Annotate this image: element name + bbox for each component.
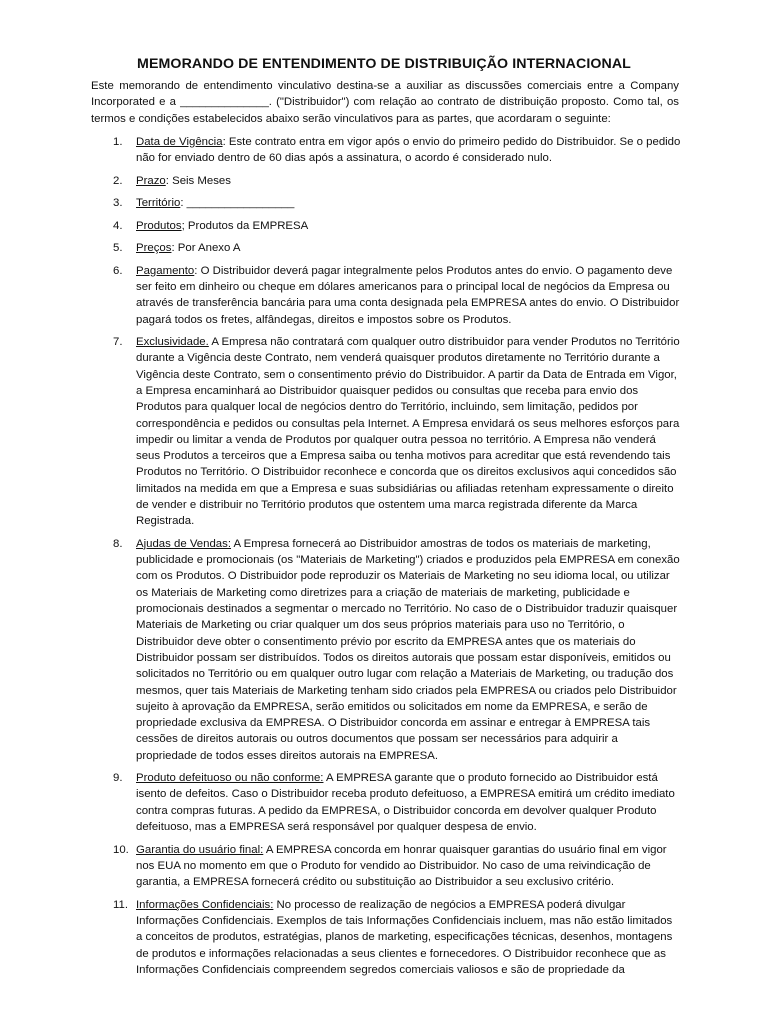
item-heading: Data de Vigência bbox=[136, 136, 223, 148]
item-number: 11. bbox=[113, 898, 128, 911]
item-heading: Ajudas de Vendas: bbox=[136, 537, 231, 550]
item-number: 5. bbox=[113, 242, 123, 255]
page-title: MEMORANDO DE ENTENDIMENTO DE DISTRIBUIÇÃO INTERNACIONAL bbox=[137, 56, 631, 72]
item-body bbox=[136, 173, 681, 189]
item-text: : Este contrato entra em vigor após o envio do primeiro pedido do Distribuidor. Se o pedido não for enviado dentro de 60 dias após a assinatura, o acordo é considerado nulo. bbox=[136, 136, 681, 165]
item-text: : Por Anexo A bbox=[171, 242, 241, 255]
item-body bbox=[136, 195, 681, 211]
item-body bbox=[136, 240, 681, 256]
item-number: 3. bbox=[113, 197, 123, 210]
item-number: 6. bbox=[113, 264, 123, 277]
item-text: A EMPRESA concorda em honrar quaisquer garantias do usuário final em vigor nos EUA no momento em que o Produto for vendido ao Distribuidor. No caso de uma reivindicação de garantia, a EMPRESA fornecerá crédito ou substituição ao Distribuidor a seu exclusivo critério. bbox=[136, 843, 667, 889]
clause-list bbox=[91, 134, 681, 984]
item-body bbox=[136, 263, 681, 328]
item-heading: Produtos bbox=[136, 219, 182, 232]
list-item bbox=[91, 195, 681, 211]
item-body bbox=[136, 842, 681, 891]
item-text: A Empresa fornecerá ao Distribuidor amostras de todos os materiais de marketing, publicidade e promocionais (os "Materiais de Marketing") criados e produzidos pela EMPRESA em conexão com os Produtos. O Distribuidor pode reproduzir os Materiais de Marketing no seu idioma local, ou utilizar os Materiais de Marketing como diretrizes para a criação de materiais de marketing, publicidade e promocionais destinados a segmentar o mercado no Território. No caso de o Distribuidor traduzir quaisquer Materiais de Marketing ou criar qualquer um dos seus próprios materiais para uso no Território, o Distribuidor deve obter o consentimento prévio por escrito da EMPRESA antes que os materiais do Distribuidor possam ser distribuídos. Todos os direitos autorais que possam estar disponíveis, emitidos ou solicitados no Território ou em qualquer outro lugar com relação a Materiais de Marketing, ou tradução dos mesmos, quer tais Materiais de Marketing tenham sido criados pela EMPRESA ou criados pelo Distribuidor sujeito à aprovação da EMPRESA, serão emitidos ou solicitados em nome da EMPRESA, e serão de propriedade exclusiva da EMPRESA. O Distribuidor concorda em assinar e entregar à EMPRESA tais cessões de direitos autorais ou outros documentos que possam ser necessários para adquirir a propriedade de todos esses direitos autorais na EMPRESA. bbox=[136, 537, 680, 762]
item-number: 7. bbox=[113, 336, 123, 349]
item-heading: Pagamento bbox=[136, 264, 195, 277]
list-item bbox=[91, 897, 681, 978]
list-item bbox=[91, 334, 681, 530]
item-heading: Garantia do usuário final: bbox=[136, 843, 264, 856]
list-item bbox=[91, 263, 681, 328]
item-number: 9. bbox=[113, 772, 123, 785]
item-body bbox=[136, 334, 681, 530]
item-number: 1. bbox=[113, 136, 123, 148]
item-number: 8. bbox=[113, 537, 123, 550]
item-text: No processo de realização de negócios a EMPRESA poderá divulgar Informações Confidenciais. Exemplos de tais Informações Confidenciais incluem, mas não estão limitados a conceitos de produtos, estratégias, planos de marketing, especificações técnicas, desenhos, montagens de produtos e informações relacionadas a seus clientes e fornecedores. O Distribuidor reconhece que as Informações Confidenciais compreendem segredos comerciais valiosos e são de propriedade da bbox=[136, 898, 673, 976]
item-text: : _________________ bbox=[180, 197, 295, 210]
item-heading: Prazo bbox=[136, 174, 166, 187]
list-item bbox=[91, 536, 681, 764]
list-item bbox=[91, 218, 681, 234]
list-item bbox=[91, 173, 681, 189]
item-body bbox=[136, 770, 681, 835]
item-text: ; Produtos da EMPRESA bbox=[181, 219, 309, 232]
item-heading: Território bbox=[136, 197, 181, 210]
item-body bbox=[136, 218, 681, 234]
list-item bbox=[91, 134, 681, 167]
list-item bbox=[91, 842, 681, 891]
item-heading: Informações Confidenciais: bbox=[136, 898, 274, 911]
item-body bbox=[136, 536, 681, 764]
item-text: : Seis Meses bbox=[165, 174, 231, 187]
item-heading: Produto defeituoso ou não conforme: bbox=[136, 772, 324, 785]
item-number: 10. bbox=[113, 843, 129, 856]
intro-paragraph: Este memorando de entendimento vinculativo destina-se a auxiliar as discussões comerciais entre a Company Incorporated e a ______________. ("Distribuidor") com relação ao contrato de distribuição proposto. Como tal, os termos e condições estabelecidos abaixo serão vinculativos para as partes, que acordaram o seguinte: bbox=[91, 80, 679, 125]
item-heading: Exclusividade. bbox=[136, 336, 209, 349]
item-body bbox=[136, 897, 681, 978]
item-text: A EMPRESA garante que o produto fornecido ao Distribuidor está isento de defeitos. Caso o Distribuidor receba produto defeituoso, a EMPRESA emitirá um crédito imediato contra compras futuras. A pedido da EMPRESA, o Distribuidor concorda em devolver qualquer Produto defeituoso, mas a EMPRESA será responsável por qualquer despesa de envio. bbox=[136, 772, 675, 834]
item-text: : O Distribuidor deverá pagar integralmente pelos Produtos antes do envio. O pagamento deve ser feito em dinheiro ou cheque em dólares americanos para o principal local de negócios da Empresa ou através de transferência bancária para uma conta designada pela EMPRESA antes do envio. O Distribuidor pagará todos os fretes, alfândegas, direitos e impostos sobre os Produtos. bbox=[136, 264, 680, 326]
item-body bbox=[136, 134, 681, 167]
item-number: 4. bbox=[113, 219, 123, 232]
list-item bbox=[91, 240, 681, 256]
list-item bbox=[91, 770, 681, 835]
item-heading: Preços bbox=[136, 242, 172, 255]
item-number: 2. bbox=[113, 174, 123, 187]
item-text: A Empresa não contratará com qualquer outro distribuidor para vender Produtos no Território durante a Vigência deste Contrato, nem venderá quaisquer produtos diretamente no Território durante a Vigência deste Contrato, sem o consentimento prévio do Distribuidor. A partir da Data de Entrada em Vigor, a Empresa encaminhará ao Distribuidor quaisquer pedidos ou consultas que receba para envio dos Produtos para qualquer local de negócios dentro do Território, incluindo, sem limitação, pedidos por correspondência e pedidos ou consultas pela Internet. A Empresa envidará os seus melhores esforços para impedir ou limitar a venda de Produtos por qualquer outra pessoa no território. A Empresa não venderá seus Produtos a terceiros que a Empresa saiba ou tenha motivos para acreditar que está revendendo tais Produtos no Território. O Distribuidor reconhece e concorda que os direitos exclusivos aqui concedidos são limitados na medida em que a Empresa e suas subsidiárias ou afiliadas retenham expressamente o direito de vender e distribuir no Território produtos que ostentem uma marca registrada diferente da Marca Registrada. bbox=[136, 336, 680, 528]
